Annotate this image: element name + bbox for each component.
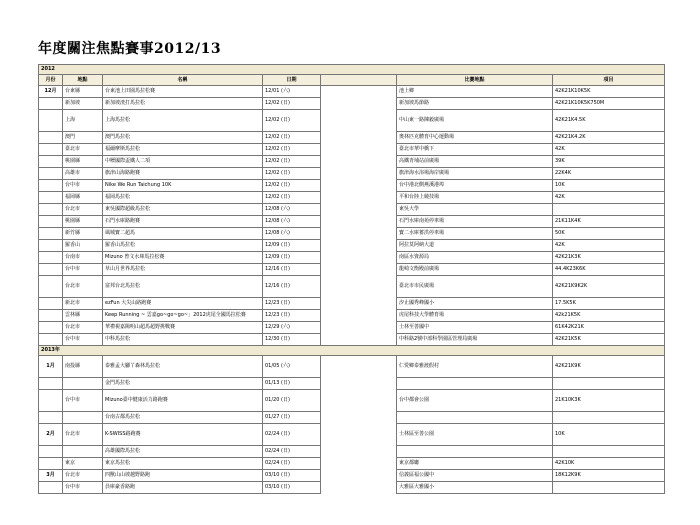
cell-date: 12/08 (六) <box>263 216 321 228</box>
cell-month <box>39 412 63 424</box>
cell-gap <box>321 356 397 378</box>
table-row <box>39 446 665 458</box>
cell-items: 42K21K10K5K750M <box>553 98 665 110</box>
cell-venue: 台中港北側燕溪港埠 <box>397 180 553 192</box>
cell-venue: 仁愛鄉泰雅渡假村 <box>397 356 553 378</box>
cell-gap <box>321 144 397 156</box>
cell-name: 台南古都馬拉松 <box>103 412 263 424</box>
cell-items: 42K21K4.2K <box>553 132 665 144</box>
cell-region <box>63 446 103 458</box>
cell-region: 福岡縣 <box>63 192 103 204</box>
cell-name: 四獸山山坡越野路跑 <box>103 470 263 482</box>
cell-region: 台中市 <box>63 390 103 412</box>
cell-venue: 臺北市市民廣場 <box>397 276 553 298</box>
cell-month <box>39 322 63 334</box>
header-month: 月份 <box>39 75 63 86</box>
table-row <box>39 390 665 412</box>
cell-name: Mizuno 曾文水庫馬拉松賽 <box>103 252 263 264</box>
cell-month: 3月 <box>39 470 63 482</box>
cell-items: 42K21K4.5K <box>553 110 665 132</box>
table-row <box>39 412 665 424</box>
cell-gap <box>321 412 397 424</box>
cell-name: 東吳國際超級馬拉松 <box>103 204 263 216</box>
cell-month <box>39 458 63 470</box>
cell-gap <box>321 192 397 204</box>
table-row <box>39 216 665 228</box>
table-row <box>39 180 665 192</box>
events-table <box>38 64 665 494</box>
cell-date: 12/02 (日) <box>263 180 321 192</box>
cell-items: 10K <box>553 424 665 446</box>
cell-month <box>39 204 63 216</box>
cell-month <box>39 98 63 110</box>
cell-venue: 台中都會公園 <box>397 390 553 412</box>
cell-venue: 池上鄉 <box>397 86 553 98</box>
cell-venue: 高鐵青埔站前廣場 <box>397 156 553 168</box>
cell-venue: 信義區福公國中 <box>397 470 553 482</box>
cell-venue: 大雅區大雅國小 <box>397 482 553 494</box>
cell-date: 12/16 (日) <box>263 264 321 276</box>
cell-items <box>553 412 665 424</box>
header-date: 日期 <box>263 75 321 86</box>
cell-date: 12/30 (日) <box>263 334 321 346</box>
cell-date: 01/27 (日) <box>263 412 321 424</box>
cell-venue: 新加坡馬節路 <box>397 98 553 110</box>
cell-month <box>39 482 63 494</box>
year-row <box>39 65 665 75</box>
header-venue: 比賽地點 <box>397 75 553 86</box>
cell-date: 12/08 (六) <box>263 228 321 240</box>
cell-region: 雲林縣 <box>63 310 103 322</box>
cell-region: 東京 <box>63 458 103 470</box>
cell-items: 42K21K3K <box>553 252 665 264</box>
cell-month <box>39 252 63 264</box>
cell-venue: 石門水庫南苑停車場 <box>397 216 553 228</box>
cell-name: 澳門馬拉松 <box>103 132 263 144</box>
cell-month <box>39 168 63 180</box>
cell-month <box>39 310 63 322</box>
table-row <box>39 168 665 180</box>
cell-name: 旗津山海路跑賽 <box>103 168 263 180</box>
cell-region: 台北市 <box>63 470 103 482</box>
cell-items <box>553 378 665 390</box>
cell-name: 台東池上田園馬拉松賽 <box>103 86 263 98</box>
cell-name: 草山月世界馬拉松 <box>103 264 263 276</box>
cell-name: K-SWISS路跑賽 <box>103 424 263 446</box>
cell-region: 台北市 <box>63 204 103 216</box>
cell-date: 12/23 (日) <box>263 298 321 310</box>
cell-items: 21K10K3K <box>553 390 665 412</box>
cell-date: 12/29 (六) <box>263 322 321 334</box>
cell-gap <box>321 86 397 98</box>
cell-date: 02/24 (日) <box>263 446 321 458</box>
cell-date: 02/24 (日) <box>263 458 321 470</box>
cell-gap <box>321 110 397 132</box>
year-label: 2012 <box>39 65 665 75</box>
table-row <box>39 310 665 322</box>
table-row <box>39 378 665 390</box>
table-row <box>39 240 665 252</box>
cell-region: 台中市 <box>63 482 103 494</box>
cell-date: 12/16 (日) <box>263 276 321 298</box>
cell-region: 台北市 <box>63 424 103 446</box>
cell-venue: 士林區至善公園 <box>397 424 553 446</box>
cell-venue: 旗津海水浴場海岸廣場 <box>397 168 553 180</box>
table-row <box>39 86 665 98</box>
cell-date: 01/20 (日) <box>263 390 321 412</box>
cell-name: 福岡馬拉松 <box>103 192 263 204</box>
header-gap <box>321 75 397 86</box>
cell-region: 桃園縣 <box>63 156 103 168</box>
table-row <box>39 276 665 298</box>
cell-venue: 汐止國秀峰國小 <box>397 298 553 310</box>
table-body <box>39 65 665 494</box>
table-row <box>39 110 665 132</box>
table-row <box>39 98 665 110</box>
cell-gap <box>321 204 397 216</box>
cell-name: 高雄國際馬拉松 <box>103 446 263 458</box>
cell-date: 12/02 (日) <box>263 168 321 180</box>
cell-month <box>39 390 63 412</box>
cell-month: 12月 <box>39 86 63 98</box>
cell-gap <box>321 390 397 412</box>
cell-venue <box>397 446 553 458</box>
cell-month: 2月 <box>39 424 63 446</box>
cell-name: 員庫豪香路跑 <box>103 482 263 494</box>
cell-venue: 東吳大學 <box>397 204 553 216</box>
cell-name: 東京馬拉松 <box>103 458 263 470</box>
table-row <box>39 204 665 216</box>
cell-region: 台東縣 <box>63 86 103 98</box>
table-row <box>39 458 665 470</box>
cell-month <box>39 132 63 144</box>
cell-venue: 龍崎文衡殿前廣場 <box>397 264 553 276</box>
table-row <box>39 482 665 494</box>
cell-date: 01/13 (日) <box>263 378 321 390</box>
cell-venue: 士林至善國中 <box>397 322 553 334</box>
cell-gap <box>321 458 397 470</box>
cell-items: 42K <box>553 144 665 156</box>
cell-month <box>39 264 63 276</box>
cell-venue <box>397 378 553 390</box>
cell-name: Keep Running ~ 雲嘉go~go~go~」2012虎尾全國馬拉松賽 <box>103 310 263 322</box>
cell-venue: 虎尾科技大學體育場 <box>397 310 553 322</box>
cell-items: 22K4K <box>553 168 665 180</box>
cell-items: 21K11K4K <box>553 216 665 228</box>
year-row <box>39 346 665 356</box>
cell-date: 12/02 (日) <box>263 156 321 168</box>
cell-venue: 阿拉莫阿納大道 <box>397 240 553 252</box>
cell-venue: 中山東一路陳毅廣場 <box>397 110 553 132</box>
cell-items: 44.4K23K6K <box>553 264 665 276</box>
cell-month: 1月 <box>39 356 63 378</box>
cell-gap <box>321 482 397 494</box>
cell-items: 61K42K21K <box>553 322 665 334</box>
table-row <box>39 252 665 264</box>
cell-region: 羅香山 <box>63 240 103 252</box>
cell-items: 42K10K <box>553 458 665 470</box>
cell-date: 12/02 (日) <box>263 144 321 156</box>
cell-items: 42K <box>553 240 665 252</box>
cell-gap <box>321 446 397 458</box>
cell-region <box>63 378 103 390</box>
cell-month <box>39 156 63 168</box>
cell-venue: 南區水資源局 <box>397 252 553 264</box>
cell-name: 泰雅孟大腳丫森林馬拉松 <box>103 356 263 378</box>
cell-gap <box>321 216 397 228</box>
cell-venue: 臺北市華中橋下 <box>397 144 553 156</box>
cell-items: 42K21K10K5K <box>553 86 665 98</box>
cell-region: 高雄市 <box>63 168 103 180</box>
cell-items: 18K12K9K <box>553 470 665 482</box>
cell-region: 台中市 <box>63 180 103 192</box>
cell-gap <box>321 240 397 252</box>
cell-name: 新加坡渣打馬拉松 <box>103 98 263 110</box>
cell-region: 桃園縣 <box>63 216 103 228</box>
cell-region <box>63 412 103 424</box>
table-row <box>39 322 665 334</box>
table-row <box>39 192 665 204</box>
cell-name: ezFun 大尖山路跑賽 <box>103 298 263 310</box>
cell-gap <box>321 98 397 110</box>
cell-gap <box>321 310 397 322</box>
page-title: 年度關注焦點賽事2012/13 <box>38 41 222 57</box>
cell-region: 台中市 <box>63 334 103 346</box>
cell-gap <box>321 298 397 310</box>
cell-date: 12/02 (日) <box>263 98 321 110</box>
cell-month <box>39 334 63 346</box>
cell-date: 03/10 (日) <box>263 470 321 482</box>
cell-items: 17.5K5K <box>553 298 665 310</box>
cell-date: 12/02 (日) <box>263 132 321 144</box>
cell-gap <box>321 156 397 168</box>
cell-items: 39K <box>553 156 665 168</box>
cell-items: 42K21K5K <box>553 334 665 346</box>
cell-month <box>39 276 63 298</box>
cell-venue <box>397 412 553 424</box>
cell-date: 12/23 (日) <box>263 310 321 322</box>
cell-region: 台北市 <box>63 276 103 298</box>
cell-date: 12/09 (日) <box>263 252 321 264</box>
cell-month <box>39 240 63 252</box>
cell-venue: 寶二水庫蓄洪停車場 <box>397 228 553 240</box>
cell-region: 台中市 <box>63 264 103 276</box>
header-region: 地點 <box>63 75 103 86</box>
cell-name: 華禮視嘉陽明山超馬超野挑戰賽 <box>103 322 263 334</box>
cell-venue: 中科路2號中部科學園區管理局廣場 <box>397 334 553 346</box>
cell-name: Nike We Run Taichung 10K <box>103 180 263 192</box>
cell-month <box>39 446 63 458</box>
cell-date: 12/01 (六) <box>263 86 321 98</box>
cell-region: 新加坡 <box>63 98 103 110</box>
cell-name: 富邦台北馬拉松 <box>103 276 263 298</box>
cell-venue: 東京都廳 <box>397 458 553 470</box>
cell-gap <box>321 252 397 264</box>
cell-region: 台北市 <box>63 322 103 334</box>
cell-items: 10K <box>553 180 665 192</box>
cell-name: 中壢國際盃鐵人二項 <box>103 156 263 168</box>
cell-name: 上海馬拉松 <box>103 110 263 132</box>
cell-gap <box>321 322 397 334</box>
header-items: 項目 <box>553 75 665 86</box>
cell-name: 福爾摩斯馬拉松 <box>103 144 263 156</box>
cell-name: Mizuno臺中健康活力路跑賽 <box>103 390 263 412</box>
cell-date: 12/02 (日) <box>263 110 321 132</box>
cell-date: 02/24 (日) <box>263 424 321 446</box>
cell-date: 12/09 (日) <box>263 240 321 252</box>
cell-items: 42K21K9K2K <box>553 276 665 298</box>
year-label: 2013年 <box>39 346 665 356</box>
table-row <box>39 424 665 446</box>
cell-name: 金門馬拉松 <box>103 378 263 390</box>
cell-gap <box>321 264 397 276</box>
table-row <box>39 264 665 276</box>
cell-month <box>39 216 63 228</box>
cell-region: 南投縣 <box>63 356 103 378</box>
cell-gap <box>321 168 397 180</box>
cell-items <box>553 482 665 494</box>
cell-name: 中科馬拉松 <box>103 334 263 346</box>
cell-month <box>39 144 63 156</box>
cell-name: 石門水庫路跑賽 <box>103 216 263 228</box>
header-row <box>39 75 665 86</box>
cell-items: 42K <box>553 192 665 204</box>
cell-date: 12/02 (日) <box>263 192 321 204</box>
header-name: 名稱 <box>103 75 263 86</box>
table-row <box>39 298 665 310</box>
table-row <box>39 334 665 346</box>
cell-month <box>39 180 63 192</box>
cell-month <box>39 110 63 132</box>
table-row <box>39 132 665 144</box>
cell-region: 新北市 <box>63 298 103 310</box>
cell-gap <box>321 132 397 144</box>
cell-gap <box>321 276 397 298</box>
table-row <box>39 470 665 482</box>
cell-venue: 平和台陸上競技場 <box>397 192 553 204</box>
table-row <box>39 144 665 156</box>
cell-region: 台南市 <box>63 252 103 264</box>
cell-date: 12/08 (六) <box>263 204 321 216</box>
cell-month <box>39 298 63 310</box>
cell-gap <box>321 378 397 390</box>
cell-items: 50K <box>553 228 665 240</box>
cell-region: 澳門 <box>63 132 103 144</box>
cell-region: 上海 <box>63 110 103 132</box>
table-row <box>39 228 665 240</box>
cell-items: 42k21K5K <box>553 310 665 322</box>
cell-date: 03/10 (日) <box>263 482 321 494</box>
cell-month <box>39 192 63 204</box>
cell-month <box>39 378 63 390</box>
cell-gap <box>321 334 397 346</box>
table-row <box>39 156 665 168</box>
cell-name: 風城寶二超馬 <box>103 228 263 240</box>
cell-region: 臺北市 <box>63 144 103 156</box>
cell-gap <box>321 470 397 482</box>
cell-items: 42K21K9K <box>553 356 665 378</box>
cell-name: 羅香山馬拉松 <box>103 240 263 252</box>
cell-month <box>39 228 63 240</box>
cell-date: 01/05 (六) <box>263 356 321 378</box>
cell-gap <box>321 180 397 192</box>
table-row <box>39 356 665 378</box>
cell-items <box>553 446 665 458</box>
cell-items <box>553 204 665 216</box>
cell-region: 新竹縣 <box>63 228 103 240</box>
cell-gap <box>321 424 397 446</box>
cell-venue: 奧林匹克體育中心運動場 <box>397 132 553 144</box>
cell-gap <box>321 228 397 240</box>
